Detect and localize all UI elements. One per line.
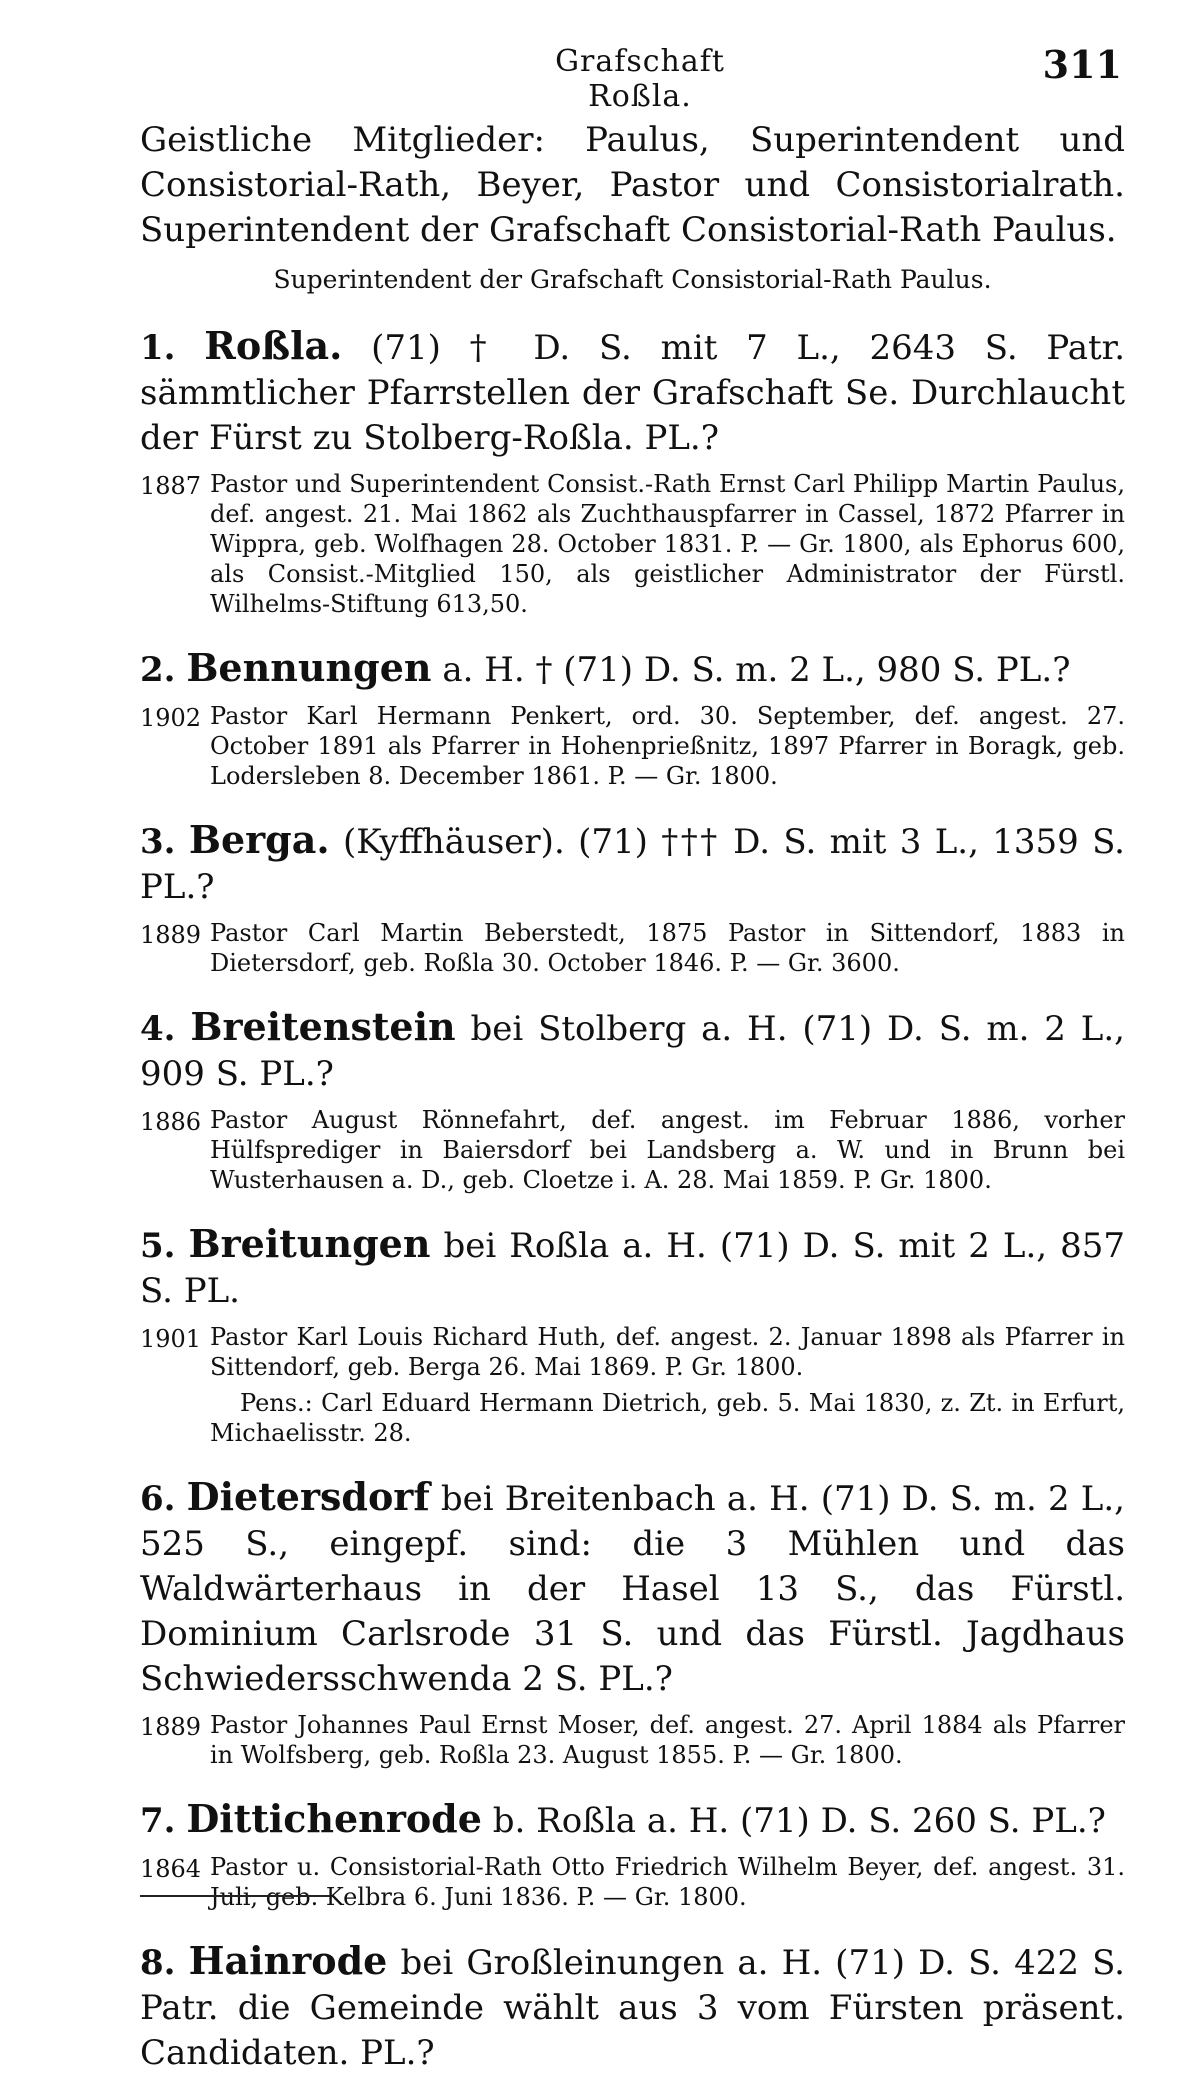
content (140, 118, 1125, 2076)
parish-heading (140, 1221, 1125, 1314)
parish-name: Bennungen (186, 645, 432, 690)
parish-entry (140, 1938, 1125, 2076)
parish-heading (140, 1796, 1125, 1844)
parish-number: 5. (140, 1226, 176, 1266)
parish-name: Hainrode (188, 1938, 388, 1983)
parish-number: 6. (140, 1479, 176, 1519)
parish-heading (140, 1938, 1125, 2076)
parish-details: (Kyffhäuser). (71) ††† D. S. mit 3 L., 1359 S. PL.? (140, 822, 1125, 907)
pastor-year: 1889 (140, 921, 202, 949)
parish-heading (140, 817, 1125, 910)
running-title: Grafschaft Roßla. (555, 44, 725, 114)
pastor-year: 1886 (140, 1108, 202, 1136)
parish-entry (140, 1004, 1125, 1195)
pastor-year: 1887 (140, 472, 202, 500)
parish-number: 8. (140, 1943, 176, 1983)
parish-name: Dittichenrode (186, 1796, 482, 1841)
parish-entry (140, 645, 1125, 791)
parish-heading (140, 1474, 1125, 1702)
members-paragraph: Geistliche Mitglieder: Paulus, Superintendent und Consistorial-Rath, Beyer, Pastor und Consistorialrath. Superintendent der Grafschaft Consistorial-Rath Paulus. (140, 120, 1125, 250)
parish-details: b. Roßla a. H. (71) D. S. 260 S. PL.? (492, 1801, 1106, 1841)
pastor-year: 1902 (140, 704, 202, 732)
pastor-record (140, 1710, 1125, 1770)
pastor-text: Pastor Johannes Paul Ernst Moser, def. angest. 27. April 1884 als Pfarrer in Wolfsberg, geb. Roßla 23. August 1855. P. — Gr. 1800. (210, 1711, 1125, 1769)
running-head (140, 38, 1140, 114)
parish-number: 1. (140, 328, 176, 368)
parish-entry (140, 323, 1125, 619)
parish-heading (140, 323, 1125, 461)
parish-number: 3. (140, 822, 176, 862)
pastor-record (140, 469, 1125, 619)
pastor-record (140, 918, 1125, 978)
parish-name: Roßla. (204, 323, 343, 368)
pastor-record (140, 1105, 1125, 1195)
pastor-text: Pastor u. Consistorial-Rath Otto Friedrich Wilhelm Beyer, def. angest. 31. Juli, geb. Kelbra 6. Juni 1836. P. — Gr. 1800. (210, 1853, 1125, 1911)
pastor-text: Pastor Carl Martin Beberstedt, 1875 Pastor in Sittendorf, 1883 in Dietersdorf, geb. Roßla 30. October 1846. P. — Gr. 3600. (210, 919, 1125, 977)
parish-details: (71) † D. S. mit 7 L., 2643 S. Patr. sämmtlicher Pfarrstellen der Grafschaft Se. Durchlaucht der Fürst zu Stolberg-Roßla. PL.? (140, 328, 1126, 458)
parish-name: Breitenstein (190, 1004, 456, 1049)
parish-entry (140, 1474, 1125, 1770)
pastor-text: Pastor Karl Hermann Penkert, ord. 30. September, def. angest. 27. October 1891 als Pfarrer in Hohenprießnitz, 1897 Pfarrer in Boragk, geb. Lodersleben 8. December 1861. P. — Gr. 1800. (210, 702, 1125, 790)
parish-number: 4. (140, 1009, 176, 1049)
pastor-year: 1889 (140, 1713, 202, 1741)
pensioner-note: Pens.: Carl Eduard Hermann Dietrich, geb. 5. Mai 1830, z. Zt. in Erfurt, Michaelisstr. 28. (210, 1389, 1125, 1447)
parish-name: Dietersdorf (186, 1474, 430, 1519)
parish-heading (140, 645, 1125, 693)
parish-entry (140, 817, 1125, 978)
pastor-year: 1901 (140, 1325, 202, 1353)
pastor-record (140, 1852, 1125, 1912)
pastor-text: Pastor August Rönnefahrt, def. angest. im Februar 1886, vorher Hülfsprediger in Baiersdorf bei Landsberg a. W. und in Brunn bei Wusterhausen a. D., geb. Cloetze i. A. 28. Mai 1859. P. Gr. 1800. (210, 1106, 1125, 1194)
parish-number: 7. (140, 1801, 176, 1841)
parish-heading (140, 1004, 1125, 1097)
pastor-record (140, 1322, 1125, 1382)
parish-entry (140, 1221, 1125, 1448)
pastor-text: Pastor und Superintendent Consist.-Rath Ernst Carl Philipp Martin Paulus, def. angest. 21. Mai 1862 als Zuchthauspfarrer in Cassel, 1872 Pfarrer in Wippra, geb. Wolfhagen 28. October 1831. P. — Gr. 1800, als Ephorus 600, als Consist.-Mitglied 150, als geistlicher Administrator der Fürstl. Wilhelms-Stiftung 613,50. (210, 470, 1125, 618)
pastor-record (140, 701, 1125, 791)
parish-details: bei Stolberg a. H. (71) D. S. m. 2 L., 909 S. PL.? (140, 1009, 1125, 1094)
parish-name: Breitungen (188, 1221, 431, 1266)
parish-number: 2. (140, 650, 176, 690)
parish-details: bei Großleinungen a. H. (71) D. S. 422 S. Patr. die Gemeinde wählt aus 3 vom Fürsten präsent. Candidaten. PL.? (140, 1943, 1125, 2073)
parish-name: Berga. (188, 817, 330, 862)
parish-details: bei Roßla a. H. (71) D. S. mit 2 L., 857 S. PL. (140, 1226, 1125, 1311)
parish-details: bei Breitenbach a. H. (71) D. S. m. 2 L., 525 S., eingepf. sind: die 3 Mühlen und das Waldwärterhaus in der Hasel 13 S., das Fürstl. Dominium Carlsrode 31 S. und das Fürstl. Jagdhaus Schwiedersschwenda 2 S. PL.? (140, 1479, 1125, 1699)
superintendent-line: Superintendent der Grafschaft Consistorial-Rath Paulus. (273, 265, 992, 294)
pastor-year: 1864 (140, 1855, 202, 1883)
parish-details: a. H. † (71) D. S. m. 2 L., 980 S. PL.? (442, 650, 1071, 690)
footnote-rule (140, 1895, 330, 1897)
pastor-text: Pastor Karl Louis Richard Huth, def. angest. 2. Januar 1898 als Pfarrer in Sittendorf, geb. Berga 26. Mai 1869. P. Gr. 1800. (210, 1323, 1125, 1381)
page-number: 311 (1042, 42, 1122, 87)
